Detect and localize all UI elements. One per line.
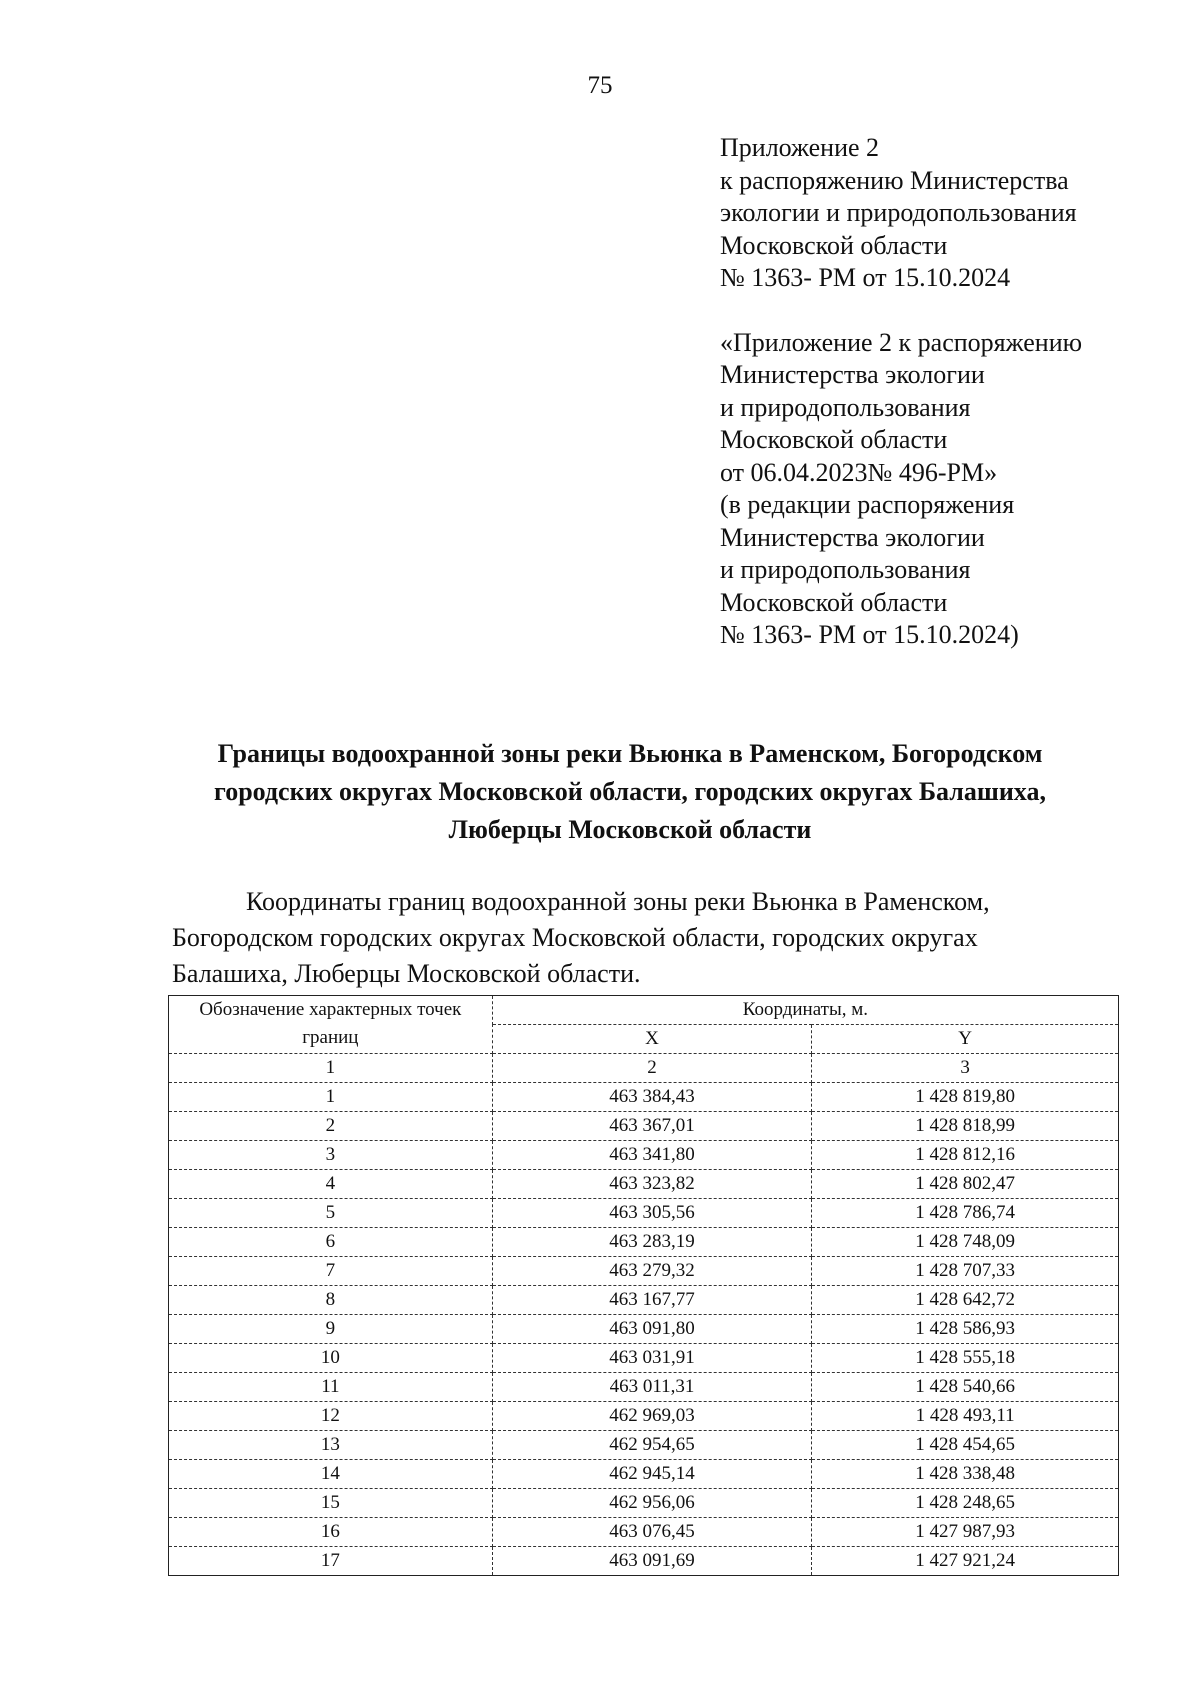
document-title bbox=[170, 735, 1090, 849]
point-cell: 9 bbox=[169, 1315, 493, 1344]
y-cell: 1 428 338,48 bbox=[812, 1460, 1119, 1489]
table-row bbox=[169, 1547, 1119, 1576]
intro-word: Богородском bbox=[172, 923, 314, 952]
intro-word: области, bbox=[672, 923, 766, 952]
point-cell: 13 bbox=[169, 1431, 493, 1460]
table-row bbox=[169, 1228, 1119, 1257]
x-cell: 462 945,14 bbox=[492, 1460, 812, 1489]
y-cell: 1 428 555,18 bbox=[812, 1344, 1119, 1373]
intro-word: городских bbox=[772, 923, 885, 952]
intro-line-2 bbox=[172, 920, 1122, 956]
x-cell: 463 305,56 bbox=[492, 1199, 812, 1228]
table-row bbox=[169, 1257, 1119, 1286]
y-cell: 1 428 802,47 bbox=[812, 1170, 1119, 1199]
point-cell: 12 bbox=[169, 1402, 493, 1431]
point-cell: 2 bbox=[169, 1112, 493, 1141]
intro-word: округах bbox=[891, 923, 978, 952]
y-cell: 1 428 818,99 bbox=[812, 1112, 1119, 1141]
x-cell: 463 091,80 bbox=[492, 1315, 812, 1344]
table-row bbox=[169, 1460, 1119, 1489]
x-cell: 463 076,45 bbox=[492, 1518, 812, 1547]
header-designation-line1: Обозначение характерных точек bbox=[199, 999, 462, 1020]
y-cell: 1 428 707,33 bbox=[812, 1257, 1119, 1286]
appendix-quote-line: «Приложение 2 к распоряжению bbox=[720, 327, 1083, 357]
intro-word: Московской bbox=[531, 923, 666, 952]
column-number: 3 bbox=[812, 1054, 1119, 1083]
table-row bbox=[169, 1431, 1119, 1460]
header-y: Y bbox=[812, 1025, 1119, 1054]
point-cell: 1 bbox=[169, 1083, 493, 1112]
coordinates-table bbox=[168, 995, 1119, 1576]
x-cell: 462 969,03 bbox=[492, 1402, 812, 1431]
column-number: 2 bbox=[492, 1054, 812, 1083]
intro-word: водоохранной bbox=[471, 887, 627, 916]
intro-line-1 bbox=[172, 884, 1122, 920]
point-cell: 7 bbox=[169, 1257, 493, 1286]
appendix-quote-line: Московской области bbox=[720, 425, 948, 454]
y-cell: 1 428 786,74 bbox=[812, 1199, 1119, 1228]
x-cell: 463 011,31 bbox=[492, 1373, 812, 1402]
table-row bbox=[169, 1286, 1119, 1315]
point-cell: 10 bbox=[169, 1344, 493, 1373]
table-row bbox=[169, 1518, 1119, 1547]
appendix-quote-line: от 06.04.2023№ 496-РМ» bbox=[720, 457, 998, 487]
intro-line-3: Балашиха, Люберцы Московской области. bbox=[172, 959, 641, 988]
appendix-line: Московской области bbox=[720, 230, 948, 260]
y-cell: 1 428 819,80 bbox=[812, 1083, 1119, 1112]
table-row bbox=[169, 1170, 1119, 1199]
x-cell: 463 323,82 bbox=[492, 1170, 812, 1199]
appendix-block bbox=[720, 132, 1082, 652]
y-cell: 1 428 586,93 bbox=[812, 1315, 1119, 1344]
header-designation bbox=[169, 996, 493, 1054]
point-cell: 16 bbox=[169, 1518, 493, 1547]
x-cell: 463 341,80 bbox=[492, 1141, 812, 1170]
intro-word: зоны bbox=[633, 887, 688, 916]
page-number: 75 bbox=[587, 72, 613, 99]
appendix-quote-line: № 1363- РМ от 15.10.2024) bbox=[720, 620, 1019, 649]
point-cell: 14 bbox=[169, 1460, 493, 1489]
y-cell: 1 428 493,11 bbox=[812, 1402, 1119, 1431]
table-row bbox=[169, 1112, 1119, 1141]
intro-word: округах bbox=[438, 923, 526, 952]
table-row bbox=[169, 1402, 1119, 1431]
point-cell: 6 bbox=[169, 1228, 493, 1257]
column-number: 1 bbox=[169, 1054, 493, 1083]
x-cell: 463 283,19 bbox=[492, 1228, 812, 1257]
appendix-quote-line: и природопользования bbox=[720, 555, 971, 584]
x-cell: 463 384,43 bbox=[492, 1083, 812, 1112]
x-cell: 462 956,06 bbox=[492, 1489, 812, 1518]
point-cell: 5 bbox=[169, 1199, 493, 1228]
x-cell: 463 091,69 bbox=[492, 1547, 812, 1576]
intro-word: Раменском, bbox=[863, 887, 990, 916]
intro-paragraph bbox=[172, 884, 1122, 992]
appendix-line: № 1363- РМ от 15.10.2024 bbox=[720, 263, 1011, 292]
point-cell: 3 bbox=[169, 1141, 493, 1170]
x-cell: 463 279,32 bbox=[492, 1257, 812, 1286]
appendix-line: к распоряжению Министерства bbox=[720, 165, 1069, 195]
y-cell: 1 428 642,72 bbox=[812, 1286, 1119, 1315]
appendix-line: экологии и природопользования bbox=[720, 198, 1077, 227]
table-row bbox=[169, 1373, 1119, 1402]
intro-word: реки bbox=[694, 887, 746, 916]
point-cell: 15 bbox=[169, 1489, 493, 1518]
y-cell: 1 427 921,24 bbox=[812, 1547, 1119, 1576]
appendix-line: Приложение 2 bbox=[720, 133, 880, 162]
title-line: Люберцы Московской области bbox=[448, 815, 812, 844]
point-cell: 4 bbox=[169, 1170, 493, 1199]
header-x: X bbox=[492, 1025, 812, 1054]
y-cell: 1 428 540,66 bbox=[812, 1373, 1119, 1402]
point-cell: 11 bbox=[169, 1373, 493, 1402]
intro-word: Вьюнка bbox=[751, 887, 839, 916]
x-cell: 463 367,01 bbox=[492, 1112, 812, 1141]
x-cell: 463 167,77 bbox=[492, 1286, 812, 1315]
y-cell: 1 428 454,65 bbox=[812, 1431, 1119, 1460]
table-row bbox=[169, 1489, 1119, 1518]
y-cell: 1 428 748,09 bbox=[812, 1228, 1119, 1257]
header-coordinates: Координаты, м. bbox=[492, 996, 1118, 1025]
intro-word: в bbox=[844, 887, 857, 916]
x-cell: 463 031,91 bbox=[492, 1344, 812, 1373]
intro-word: границ bbox=[387, 887, 465, 916]
point-cell: 8 bbox=[169, 1286, 493, 1315]
header-designation-line2: границ bbox=[302, 1027, 359, 1048]
title-line: Границы водоохранной зоны реки Вьюнка в Раменском, Богородском bbox=[217, 739, 1043, 768]
intro-word: городских bbox=[319, 923, 433, 952]
point-cell: 17 bbox=[169, 1547, 493, 1576]
y-cell: 1 428 248,65 bbox=[812, 1489, 1119, 1518]
y-cell: 1 427 987,93 bbox=[812, 1518, 1119, 1547]
y-cell: 1 428 812,16 bbox=[812, 1141, 1119, 1170]
table-row bbox=[169, 1315, 1119, 1344]
intro-word: Координаты bbox=[246, 887, 382, 916]
table-row bbox=[169, 1141, 1119, 1170]
x-cell: 462 954,65 bbox=[492, 1431, 812, 1460]
appendix-quote-line: Московской области bbox=[720, 587, 948, 617]
table-row bbox=[169, 1199, 1119, 1228]
appendix-quote-line: Министерства экологии bbox=[720, 360, 985, 389]
title-line: городских округах Московской области, городских округах Балашиха, bbox=[214, 777, 1046, 806]
table-row bbox=[169, 1344, 1119, 1373]
appendix-quote-line: (в редакции распоряжения bbox=[720, 490, 1015, 519]
appendix-quote-line: Министерства экологии bbox=[720, 522, 985, 552]
table-row bbox=[169, 1083, 1119, 1112]
appendix-quote-line: и природопользования bbox=[720, 392, 971, 422]
